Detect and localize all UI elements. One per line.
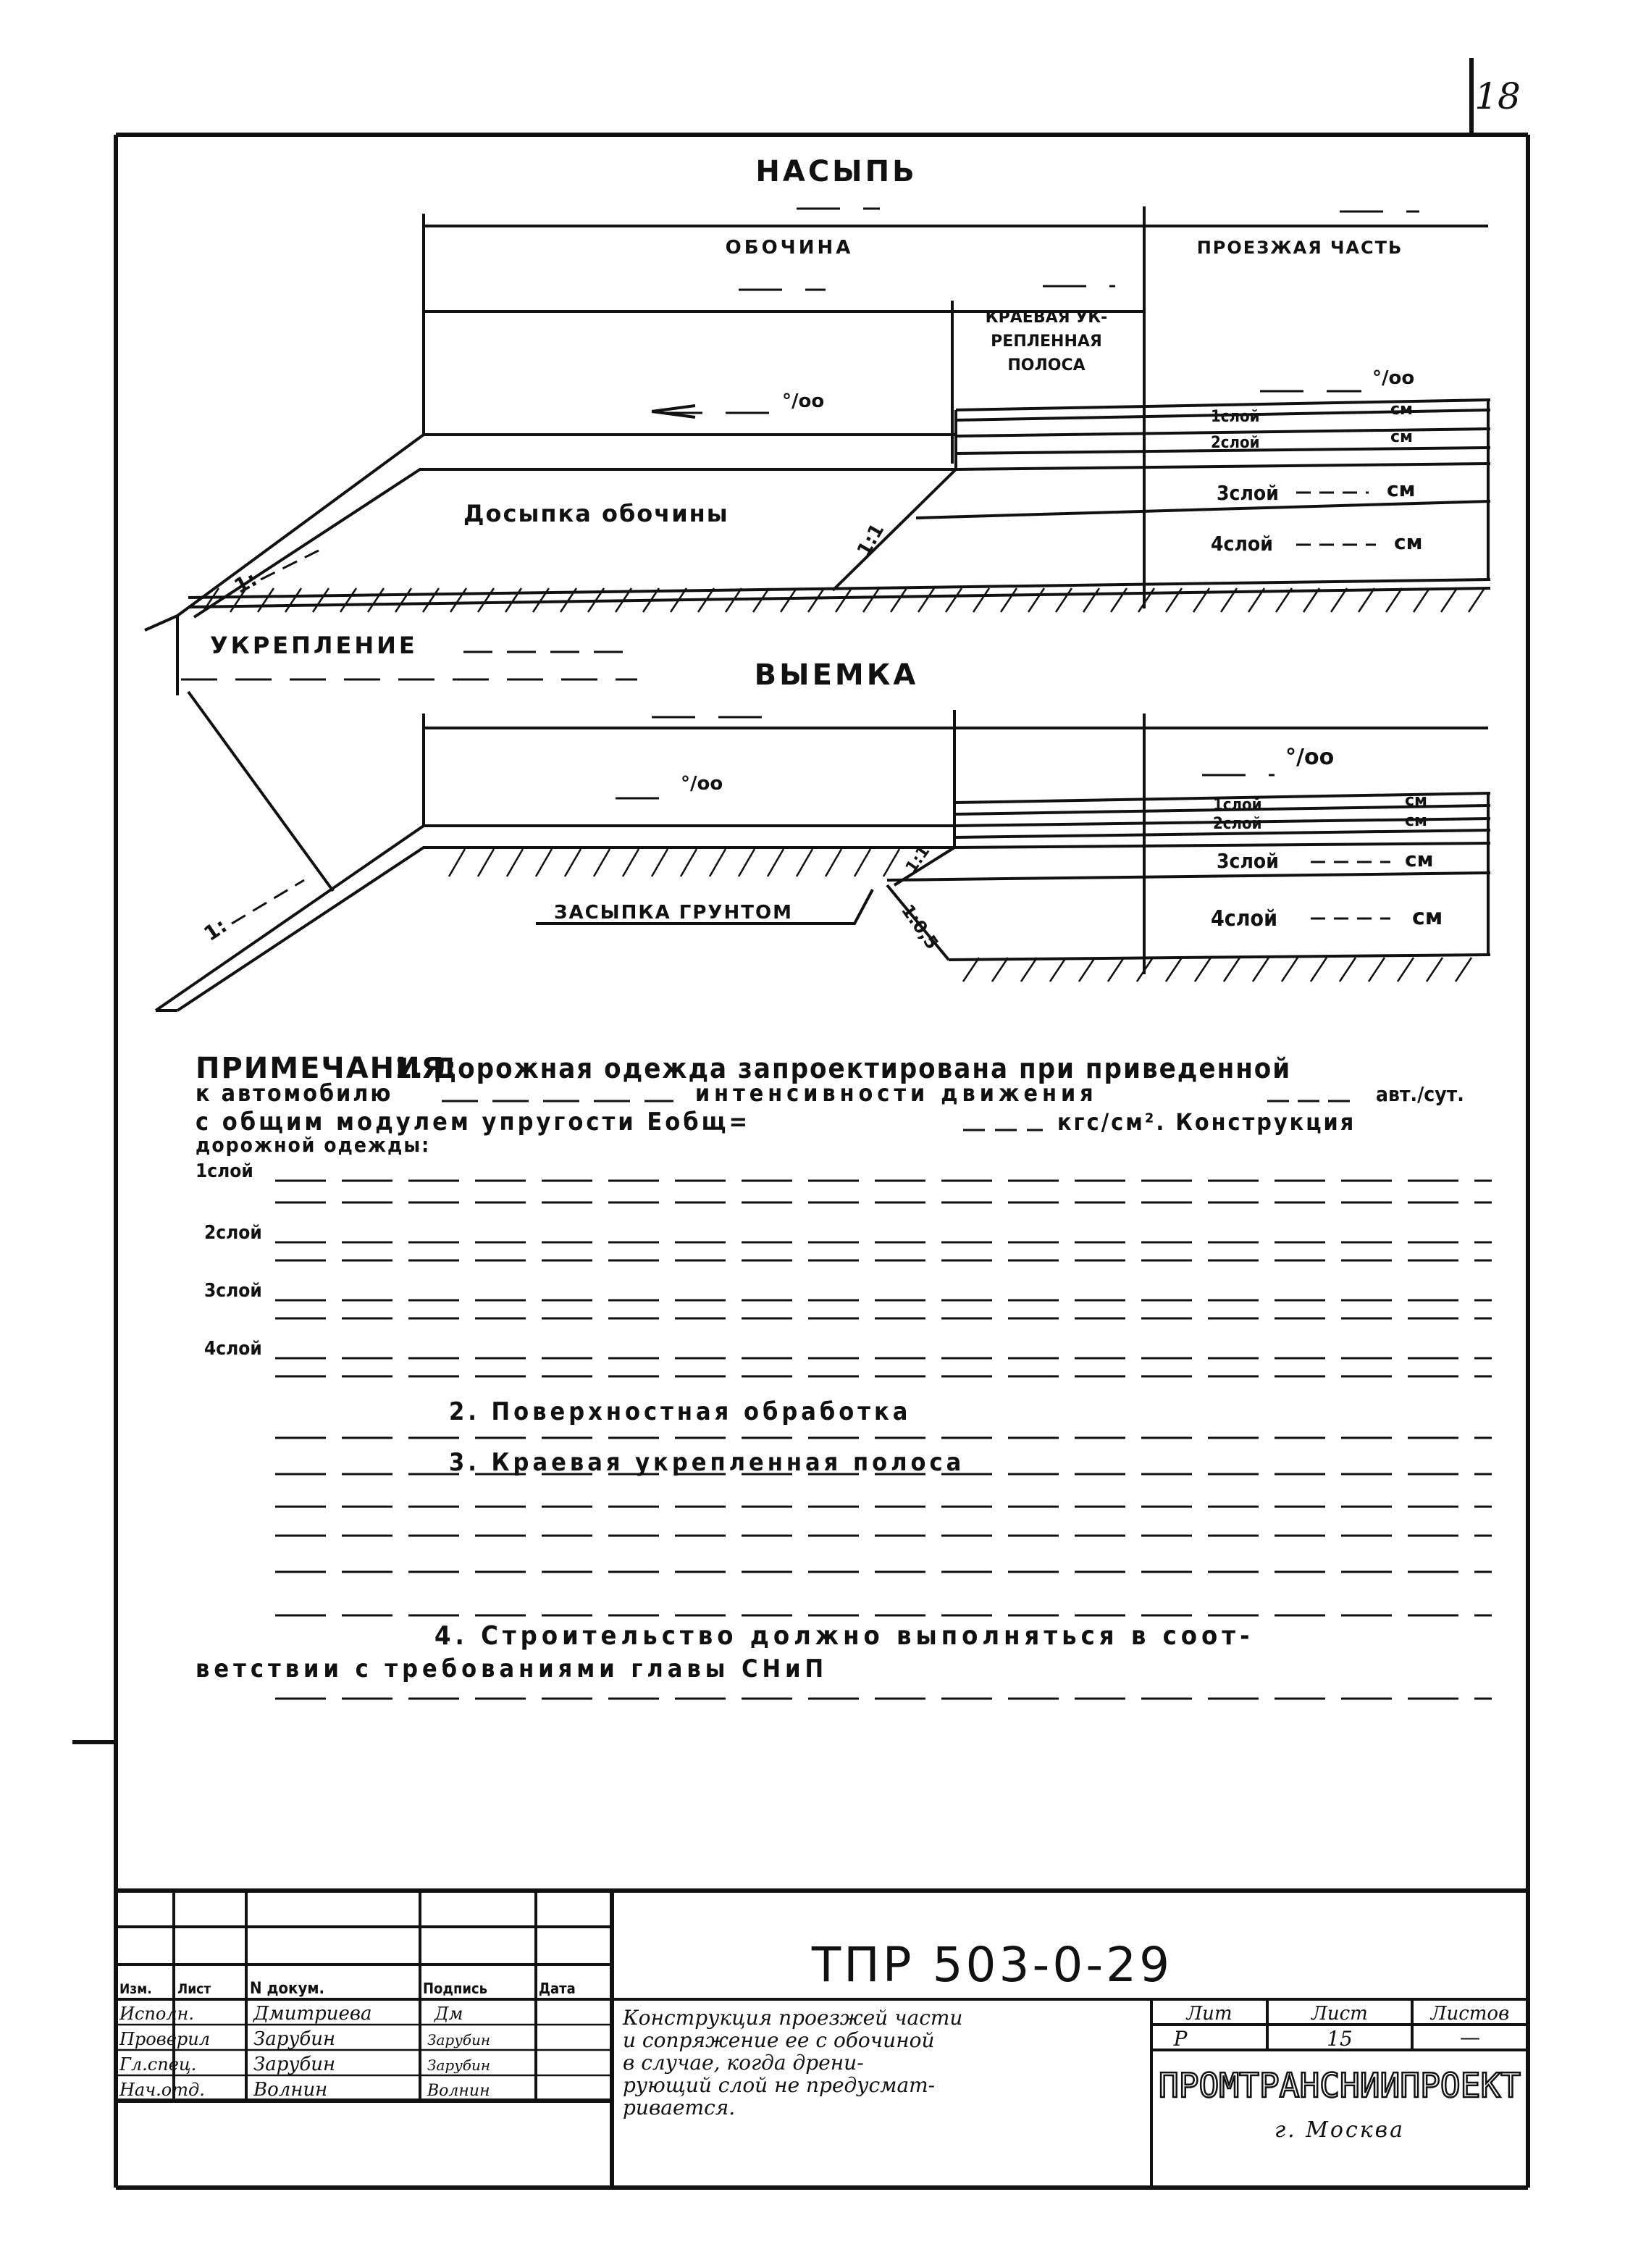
hatch-stroke — [450, 588, 466, 612]
hatch-stroke — [1224, 958, 1240, 982]
hatch-stroke — [1079, 958, 1095, 982]
sheet-value: 15 — [1327, 2027, 1353, 2051]
row1-sig: Дм — [434, 2004, 463, 2024]
hatch-stroke — [478, 588, 494, 612]
exc-layer3-unit: см — [1405, 848, 1434, 871]
hatch-stroke — [781, 588, 797, 612]
hatch-stroke — [768, 849, 784, 876]
embankment-ground-hatch — [188, 588, 1490, 607]
hatch-stroke — [946, 588, 962, 612]
row1-role: Исполн. — [119, 2004, 194, 2024]
slope-arrow-icon — [652, 406, 695, 417]
emb-layer3-unit: см — [1387, 477, 1416, 501]
hatch-stroke — [883, 849, 899, 876]
hatch-stroke — [565, 849, 581, 876]
excavation-slope-ref: 1: — [199, 913, 232, 946]
lit-value: Р — [1173, 2027, 1188, 2051]
hatch-stroke — [313, 588, 329, 612]
note-layer1: 1слой — [196, 1160, 253, 1182]
hatch-stroke — [1441, 588, 1457, 612]
emb-layer2-unit: см — [1390, 428, 1414, 446]
hatch-stroke — [1414, 588, 1429, 612]
note1-line1: 1. Дорожная одежда запроектирована при приведенной — [395, 1053, 1292, 1084]
hatch-stroke — [855, 849, 870, 876]
excavation-title: ВЫЕМКА — [754, 658, 919, 692]
page-number: 18 — [1474, 75, 1521, 117]
hdr-docnum: N докум. — [250, 1980, 325, 1998]
shoulder-fill-label: Досыпка обочины — [463, 500, 729, 527]
hdr-date: Дата — [539, 1980, 576, 1997]
organization-city: г. Москва — [1274, 2117, 1406, 2143]
note1-line4: дорожной одежды: — [196, 1133, 431, 1157]
emb-layer1-unit: см — [1390, 401, 1414, 419]
desc-line1: Конструкция проезжей части — [623, 2006, 963, 2030]
hatch-stroke — [1386, 588, 1402, 612]
excavation-ratio-b: 1:0,5 — [897, 900, 943, 953]
exc-layer4-unit: см — [1412, 905, 1443, 930]
hatch-stroke — [1195, 958, 1211, 982]
excavation-cross-section — [156, 793, 1490, 1010]
sheets-label: Листов — [1430, 2003, 1510, 2025]
note-layer3: 3слой — [204, 1280, 262, 1302]
hatch-stroke — [1340, 958, 1356, 982]
reinforcement-leader — [188, 692, 333, 891]
desc-line3: в случае, когда дрени- — [623, 2051, 864, 2075]
desc-line5: ривается. — [623, 2096, 736, 2120]
note1-units: авт./сут. — [1376, 1082, 1464, 1106]
hatch-stroke — [1083, 588, 1099, 612]
note1-line3: с общим модулем упругости Eобщ= — [196, 1108, 751, 1137]
hatch-stroke — [681, 849, 697, 876]
carriageway-slope-mark: °/оо — [1372, 367, 1415, 389]
hatch-stroke — [449, 849, 465, 876]
desc-line2: и сопряжение ее с обочиной — [623, 2028, 935, 2052]
notes-heading: ПРИМЕЧАНИЯ: — [196, 1052, 458, 1085]
hdr-change: Изм. — [119, 1981, 152, 1997]
hatch-stroke — [1311, 958, 1327, 982]
hatch-stroke — [836, 588, 852, 612]
hatch-stroke — [1456, 958, 1471, 982]
exc-layer1-label: 1слой — [1213, 796, 1262, 814]
hatch-stroke — [536, 849, 552, 876]
shoulder-slope-mark: °/оо — [782, 390, 825, 412]
emb-layer4-label: 4слой — [1211, 532, 1273, 556]
excavation-ratio-a: 1:1 — [902, 842, 934, 876]
hatch-stroke — [992, 958, 1008, 982]
hatch-stroke — [1056, 588, 1072, 612]
emb-layer3-label: 3слой — [1217, 481, 1279, 505]
emb-layer2-label: 2слой — [1211, 434, 1260, 452]
edge-strip-line2: РЕПЛЕННАЯ — [991, 332, 1102, 351]
note4-line2: ветствии с требованиями главы СНиП — [196, 1654, 828, 1683]
hatch-stroke — [1166, 958, 1182, 982]
hatch-stroke — [395, 588, 411, 612]
hatch-stroke — [891, 588, 907, 612]
hatch-stroke — [1021, 958, 1037, 982]
row4-role: Нач.отд. — [119, 2080, 205, 2100]
hatch-stroke — [710, 849, 726, 876]
hatch-stroke — [258, 588, 274, 612]
hatch-stroke — [918, 588, 934, 612]
hatch-stroke — [623, 849, 639, 876]
note1-line2: к автомобилю — [196, 1079, 393, 1107]
hatch-stroke — [1001, 588, 1017, 612]
hatch-stroke — [826, 849, 841, 876]
hatch-stroke — [1253, 958, 1269, 982]
hatch-stroke — [739, 849, 755, 876]
row3-name: Зарубин — [253, 2054, 336, 2075]
note3: 3. Краевая укрепленная полоса — [449, 1448, 965, 1477]
note-layer2: 2слой — [204, 1222, 262, 1244]
hatch-stroke — [1427, 958, 1443, 982]
exc-layer4-label: 4слой — [1211, 906, 1278, 932]
shoulder-label: ОБОЧИНА — [725, 237, 854, 259]
row3-role: Гл.спец. — [119, 2054, 197, 2075]
hatch-stroke — [478, 849, 494, 876]
row4-name: Волнин — [253, 2079, 328, 2101]
hatch-stroke — [1359, 588, 1374, 612]
note4-line1: 4. Строительство должно выполняться в соот- — [434, 1621, 1254, 1651]
hatch-stroke — [1108, 958, 1124, 982]
hatch-stroke — [1050, 958, 1066, 982]
row2-name: Зарубин — [253, 2028, 336, 2050]
hatch-stroke — [1398, 958, 1414, 982]
hatch-stroke — [963, 958, 979, 982]
hatch-stroke — [1469, 588, 1485, 612]
desc-line4: рующий слой не предусмат- — [623, 2073, 936, 2097]
hatch-stroke — [1111, 588, 1127, 612]
emb-layer4-unit: см — [1394, 530, 1423, 554]
hatch-stroke — [1369, 958, 1385, 982]
note1-line3b: кгс/см². Конструкция — [1057, 1108, 1356, 1136]
exc-layer2-label: 2слой — [1213, 815, 1262, 833]
row3-sig: Зарубин — [427, 2056, 491, 2074]
exc-layer2-unit: см — [1405, 812, 1428, 830]
embankment-ratio: 1:1 — [853, 519, 889, 561]
embankment-title: НАСЫПЬ — [755, 155, 918, 188]
document-code: ТПР 503-0-29 — [811, 1937, 1173, 1993]
hatch-stroke — [652, 849, 668, 876]
lit-label: Лит — [1186, 2003, 1233, 2025]
note2: 2. Поверхностная обработка — [449, 1397, 912, 1426]
embankment-slope-ref: 1: — [230, 566, 261, 599]
hatch-stroke — [863, 588, 879, 612]
excavation-carriageway-slope-mark: °/оо — [1285, 745, 1335, 770]
hatch-stroke — [808, 588, 824, 612]
hatch-stroke — [423, 588, 439, 612]
hatch-stroke — [1028, 588, 1044, 612]
embankment-dimension-lines — [424, 206, 1488, 608]
hatch-stroke — [368, 588, 384, 612]
exc-layer1-unit: см — [1405, 792, 1428, 810]
hatch-stroke — [973, 588, 989, 612]
row1-name: Дмитриева — [253, 2003, 372, 2025]
backfill-label: ЗАСЫПКА ГРУНТОМ — [554, 902, 793, 924]
exc-layer3-label: 3слой — [1217, 849, 1279, 873]
carriageway-label: ПРОЕЗЖАЯ ЧАСТЬ — [1196, 238, 1403, 258]
hatch-stroke — [1282, 958, 1298, 982]
row2-sig: Зарубин — [427, 2031, 491, 2049]
hdr-sheet: Лист — [177, 1981, 211, 1997]
hatch-stroke — [285, 588, 301, 612]
notes-block — [196, 1052, 1464, 1683]
edge-strip-line1: КРАЕВАЯ УК- — [985, 309, 1108, 327]
emb-layer1-label: 1слой — [1211, 408, 1260, 426]
row4-sig: Волнин — [427, 2082, 490, 2100]
row2-role: Проверил — [119, 2029, 211, 2049]
hdr-signature: Подпись — [423, 1980, 488, 1997]
note1-intensity: интенсивности движения — [695, 1079, 1098, 1107]
hatch-stroke — [594, 849, 610, 876]
sheet-label: Лист — [1311, 2003, 1368, 2025]
edge-strip-line3: ПОЛОСА — [1007, 356, 1086, 374]
excavation-shoulder-slope-mark: °/оо — [681, 773, 723, 795]
sheets-value: — — [1460, 2025, 1480, 2049]
note-layer4: 4слой — [204, 1338, 262, 1360]
hatch-stroke — [340, 588, 356, 612]
organization-name: ПРОМТРАНСНИИПРОЕКТ — [1159, 2066, 1521, 2105]
reinforcement-label: УКРЕПЛЕНИЕ — [210, 632, 418, 659]
hatch-stroke — [507, 849, 523, 876]
hatch-stroke — [797, 849, 812, 876]
